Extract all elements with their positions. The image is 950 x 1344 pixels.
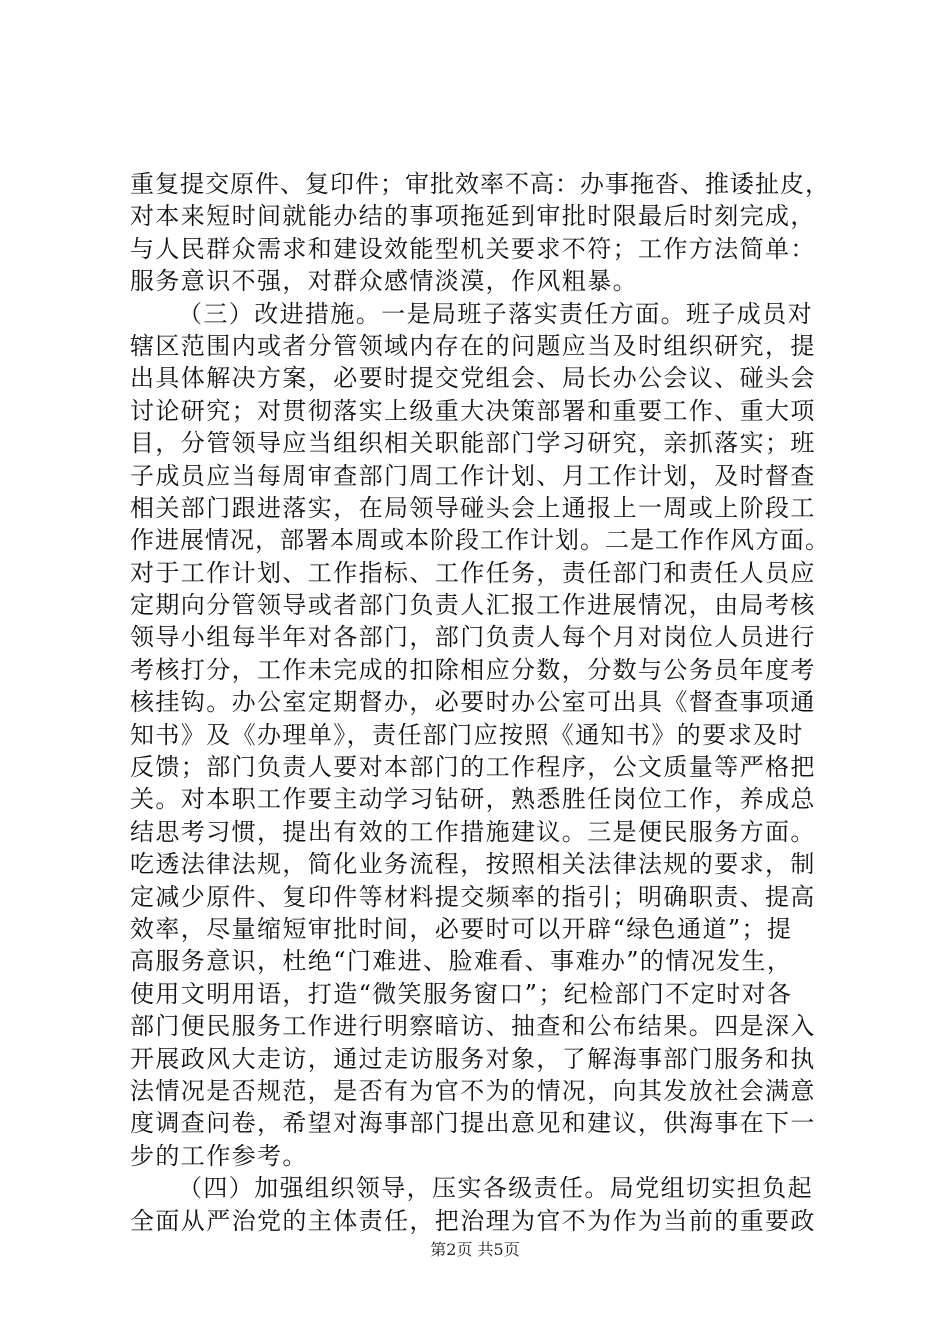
text-line: 反馈；部门负责人要对本部门的工作程序，公文质量等严格把 — [130, 753, 816, 782]
text-line: 领导小组每半年对各部门，部门负责人每个月对岗位人员进行 — [130, 623, 816, 652]
text-line: 重复提交原件、复印件；审批效率不高：办事拖沓、推诿扯皮， — [130, 170, 830, 198]
text-line: 全面从严治党的主体责任，把治理为官不为作为当前的重要政 — [130, 1206, 816, 1235]
text-line: 知书》及《办理单》，责任部门应按照《通知书》的要求及时 — [130, 720, 804, 749]
body-text — [130, 168, 830, 1237]
text-line: 步的工作参考。 — [130, 1141, 308, 1170]
text-line: 关。对本职工作要主动学习钻研，熟悉胜任岗位工作，养成总 — [130, 785, 816, 814]
text-line: 法情况是否规范，是否有为官不为的情况，向其发放社会满意 — [130, 1076, 816, 1105]
paragraph-start-line: （四）加强组织领导，压实各级责任。局党组切实担负起 — [178, 1174, 813, 1203]
text-line: 使用文明用语，打造“微笑服务窗口”；纪检部门不定时对各 — [130, 979, 793, 1008]
text-line: 对本来短时间就能办结的事项拖延到审批时限最后时刻完成， — [130, 202, 816, 231]
text-line: 辖区范围内或者分管领域内存在的问题应当及时组织研究，提 — [130, 331, 816, 360]
text-line: 目，分管领导应当组织相关职能部门学习研究，亲抓落实；班 — [130, 429, 816, 458]
text-line: 定减少原件、复印件等材料提交频率的指引；明确职责、提高 — [130, 882, 816, 911]
text-line: 考核打分，工作未完成的扣除相应分数，分数与公务员年度考 — [130, 655, 816, 684]
text-line: 核挂钩。办公室定期督办，必要时办公室可出具《督查事项通 — [130, 688, 816, 717]
text-line: 出具体解决方案，必要时提交党组会、局长办公会议、碰头会 — [130, 364, 816, 393]
text-line: 服务意识不强，对群众感情淡漠，作风粗暴。 — [130, 267, 638, 296]
text-line: 结思考习惯，提出有效的工作措施建议。三是便民服务方面。 — [130, 817, 816, 846]
text-line: 子成员应当每周审查部门周工作计划、月工作计划，及时督查 — [130, 461, 816, 490]
paragraph-start-line: （三）改进措施。一是局班子落实责任方面。班子成员对 — [178, 299, 813, 328]
text-line: 高服务意识，杜绝“门难进、脸难看、事难办”的情况发生， — [130, 947, 793, 976]
text-line: 吃透法律法规，简化业务流程，按照相关法律法规的要求，制 — [130, 850, 816, 879]
text-line: 部门便民服务工作进行明察暗访、抽查和公布结果。四是深入 — [130, 1012, 816, 1041]
text-line: 作进展情况，部署本周或本阶段工作计划。二是工作作风方面。 — [130, 526, 830, 555]
text-line: 讨论研究；对贯彻落实上级重大决策部署和重要工作、重大项 — [130, 396, 816, 425]
text-line: 与人民群众需求和建设效能型机关要求不符；工作方法简单： — [130, 234, 816, 263]
text-line: 相关部门跟进落实，在局领导碰头会上通报上一周或上阶段工 — [130, 493, 816, 522]
text-line: 定期向分管领导或者部门负责人汇报工作进展情况，由局考核 — [130, 591, 816, 620]
text-line: 对于工作计划、工作指标、工作任务，责任部门和责任人员应 — [130, 558, 816, 587]
text-line: 效率，尽量缩短审批时间，必要时可以开辟“绿色通道”；提 — [130, 914, 793, 943]
page-footer: 第2页 共5页 — [430, 1240, 520, 1259]
text-line: 度调查问卷，希望对海事部门提出意见和建议，供海事在下一 — [130, 1109, 816, 1138]
text-line: 开展政风大走访，通过走访服务对象，了解海事部门服务和执 — [130, 1044, 816, 1073]
